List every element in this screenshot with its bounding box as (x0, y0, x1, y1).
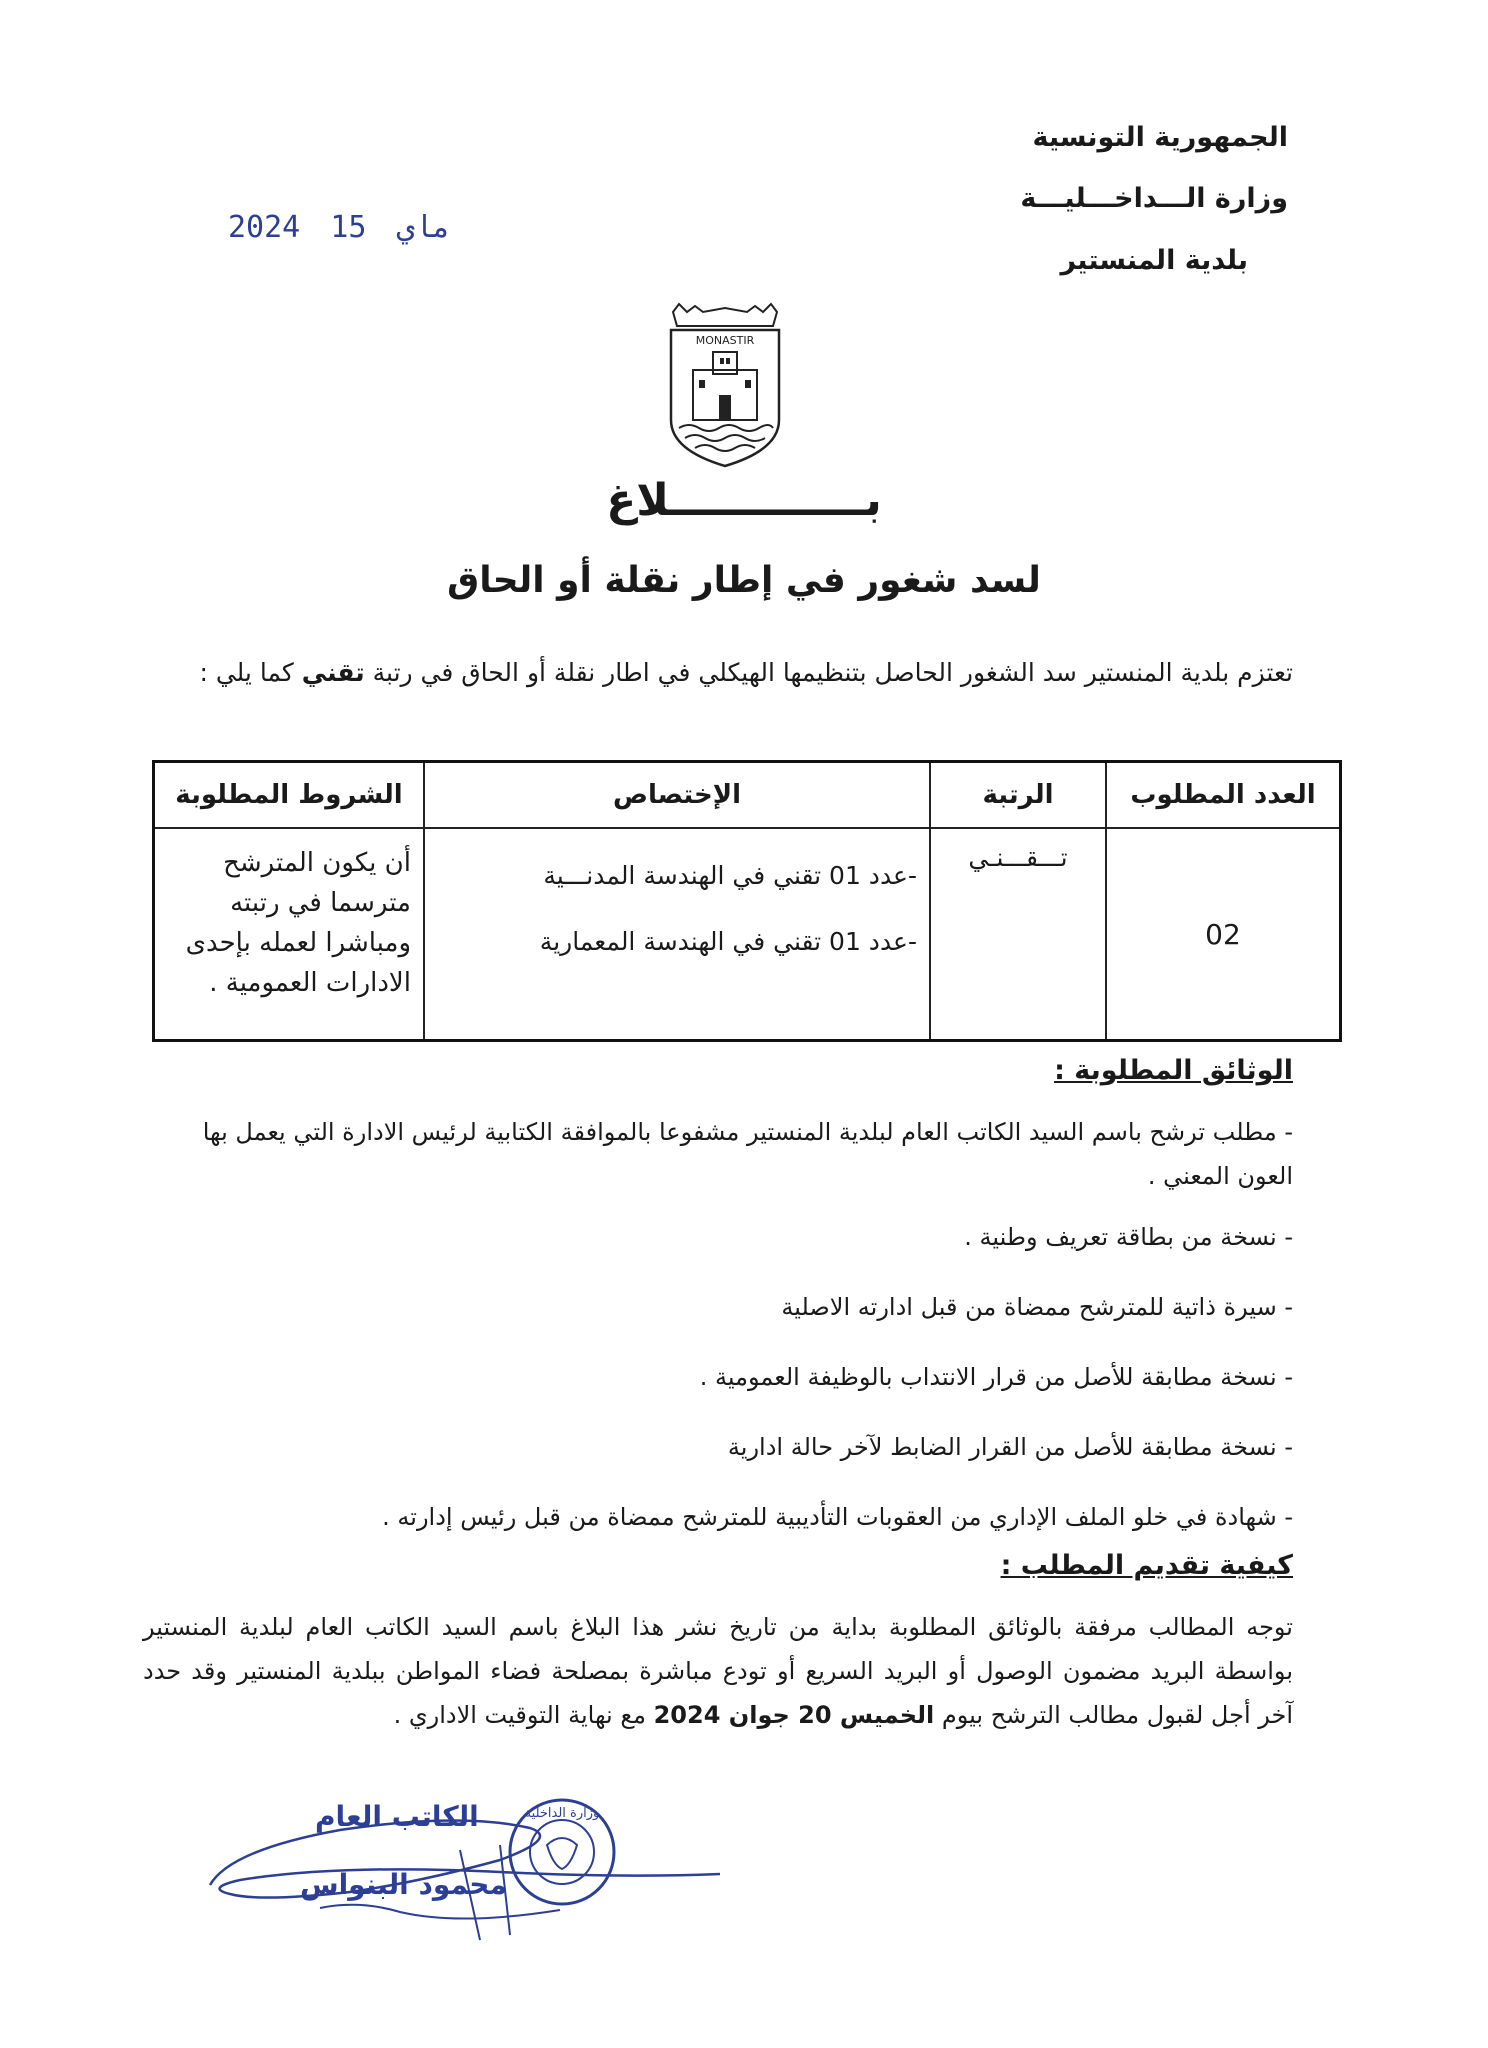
specialty-line-1: -عدد 01 تقني في الهندسة المدنـــية (543, 861, 917, 890)
documents-heading: الوثائق المطلوبة : (1054, 1055, 1293, 1086)
stamp-text: وزارة الداخلية (524, 1806, 600, 1821)
header-specialty: الإختصاص (424, 762, 930, 829)
signature-name: محمود البنواس (300, 1868, 507, 1901)
specialty-line-2: -عدد 01 تقني في الهندسة المعمارية (539, 927, 917, 956)
table-row (154, 828, 1341, 1041)
cell-specialty (424, 828, 930, 1041)
emblem-label: MONASTIR (695, 334, 755, 347)
cell-conditions: أن يكون المترشح مترسما في رتبته ومباشرا لعمله بإحدى الادارات العمومية . (154, 828, 425, 1041)
document-item-1: - مطلب ترشح باسم السيد الكاتب العام لبلدية المنستير مشفوعا بالموافقة الكتابية لرئيس الادارة التي يعمل بها العون المعني . (202, 1118, 1293, 1190)
header-count: العدد المطلوب (1106, 762, 1341, 829)
cell-count: 02 (1106, 828, 1341, 1041)
intro-text: تعتزم بلدية المنستير سد الشغور الحاصل بتنظيمها الهيكلي في اطار نقلة أو الحاق في رتبة (372, 658, 1293, 687)
header-municipality: بلدية المنستير (1060, 245, 1248, 276)
date-month: ماي (396, 210, 451, 245)
intro-paragraph (193, 650, 1293, 696)
header-republic: الجمهورية التونسية (1032, 122, 1288, 153)
application-heading: كيفية تقديم المطلب : (1000, 1550, 1293, 1581)
application-deadline: الخميس 20 جوان 2024 (653, 1701, 935, 1729)
date-year: 2024 (228, 210, 301, 245)
intro-tail: كما يلي : (199, 658, 294, 687)
header-ministry: وزارة الـــداخـــليـــة (1020, 183, 1288, 214)
signature-title: الكاتب العام (315, 1800, 479, 1833)
document-item-6: - شهادة في خلو الملف الإداري من العقوبات التأديبية للمترشح ممضاة من قبل رئيس إدارته . (382, 1503, 1293, 1531)
municipality-emblem-icon (665, 300, 785, 470)
table-header-row (154, 762, 1341, 829)
application-paragraph (143, 1605, 1293, 1737)
application-text: توجه المطالب مرفقة بالوثائق المطلوبة بداية من تاريخ نشر هذا البلاغ باسم السيد الكاتب العام لبلدية المنستير بواسطة البريد مضمون الوصول أو البريد السريع أو تودع مباشرة بمصلحة فضاء المواطن ببلدية المنستير وقد حدد آخر أجل لقبول مطالب الترشح بيوم (143, 1613, 1293, 1729)
document-item-2: - نسخة من بطاقة تعريف وطنية . (964, 1223, 1293, 1251)
application-tail: مع نهاية التوقيت الاداري . (393, 1701, 646, 1729)
header-rank: الرتبة (930, 762, 1106, 829)
document-item-3: - سيرة ذاتية للمترشح ممضاة من قبل ادارته الاصلية (781, 1293, 1293, 1321)
header-conditions: الشروط المطلوبة (154, 762, 425, 829)
requirements-table (152, 760, 1342, 1042)
date-day: 15 (330, 210, 367, 245)
date-stamp (222, 210, 457, 245)
cell-rank: تـــقـــنـي (930, 828, 1106, 1041)
page-title: بـــــــــــــلاغ (606, 475, 882, 526)
page-subtitle: لسد شغور في إطار نقلة أو الحاق (447, 560, 1041, 601)
intro-rank: تقني (301, 658, 365, 687)
document-item-5: - نسخة مطابقة للأصل من القرار الضابط لآخر حالة ادارية (727, 1433, 1293, 1461)
document-item-4: - نسخة مطابقة للأصل من قرار الانتداب بالوظيفة العمومية . (699, 1363, 1293, 1391)
official-stamp-icon (505, 1795, 620, 1910)
